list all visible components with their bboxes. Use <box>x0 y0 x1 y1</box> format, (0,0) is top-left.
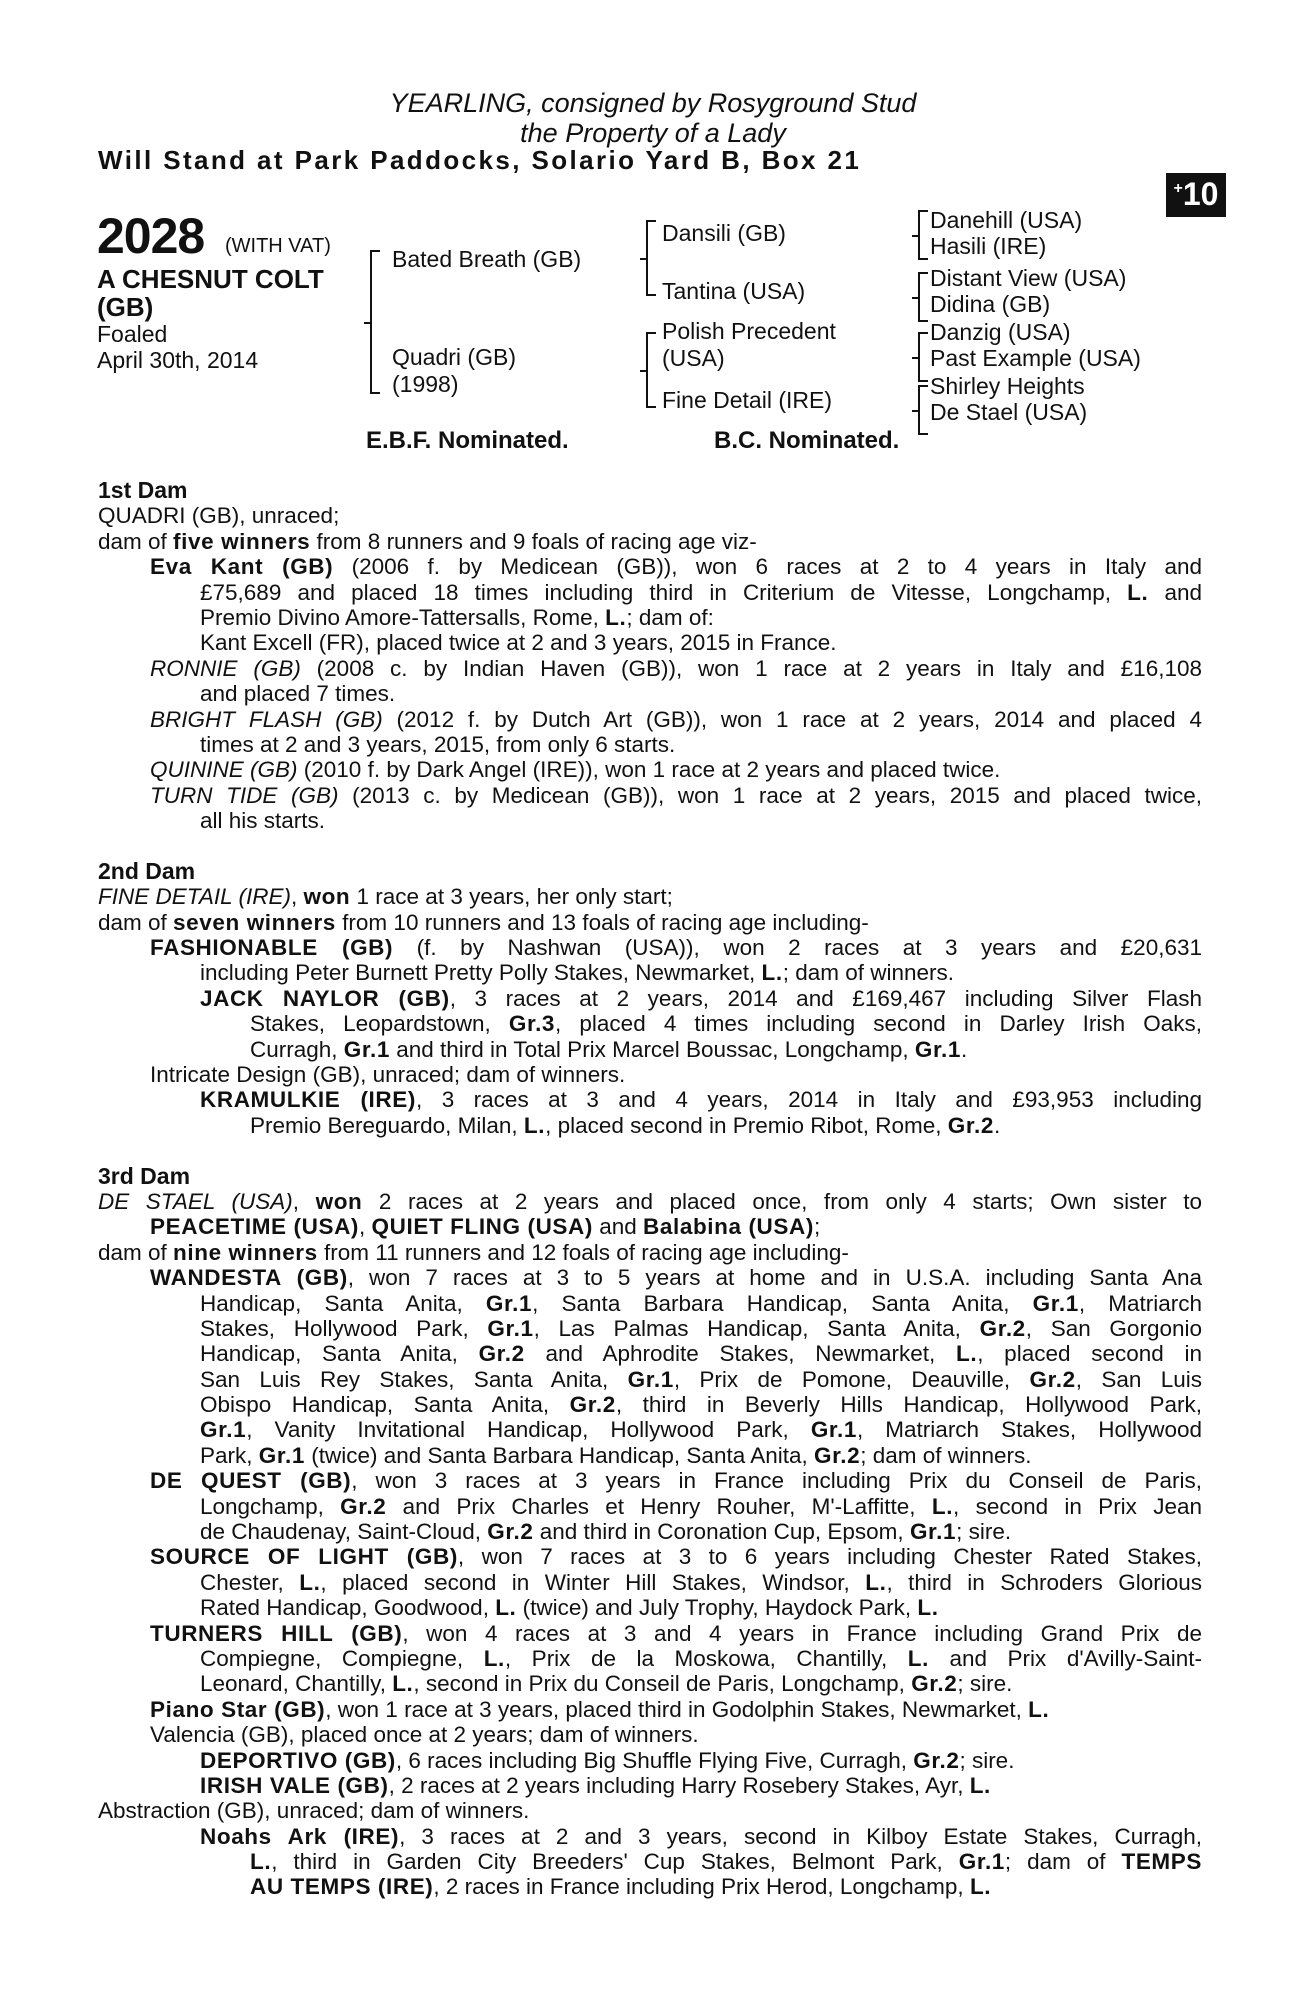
t: PEACETIME (USA) <box>150 1214 360 1240</box>
pedigree-brace-1 <box>370 250 380 394</box>
t: TURN TIDE (GB) <box>150 782 339 808</box>
t: , second in Prix du Conseil de Paris, Longchamp, <box>413 1671 912 1697</box>
progeny-line <box>98 935 1202 960</box>
third-dam-summary <box>98 1240 1202 1265</box>
t: Gr.1 <box>958 1849 1005 1875</box>
pedigree-sire-dam: Tantina (USA) <box>662 278 806 304</box>
t: (twice) and July Trophy, Haydock Park, <box>516 1595 918 1621</box>
catalogue-body <box>98 478 1202 1900</box>
t: AU TEMPS (IRE) <box>250 1874 434 1900</box>
t: Chester, <box>200 1569 300 1595</box>
progeny-line <box>98 1443 1202 1468</box>
t: seven winners <box>173 909 336 935</box>
t: Gr.3 <box>508 1011 556 1037</box>
t: . <box>993 1112 1001 1138</box>
progeny-line: times at 2 and 3 years, 2015, from only 6 starts. <box>200 731 676 757</box>
t: and <box>592 1214 644 1240</box>
progeny-line <box>98 554 1202 579</box>
first-dam-line: QUADRI (GB), unraced; <box>98 503 340 529</box>
pedigree-dam-sire-origin: (USA) <box>662 345 725 371</box>
t: de Chaudenay, Saint-Cloud, <box>200 1519 488 1545</box>
progeny-line <box>98 1316 1202 1341</box>
t: ; sire. <box>959 1747 1015 1773</box>
t: L. <box>483 1645 505 1671</box>
t: and <box>1148 579 1202 605</box>
second-dam-heading: 2nd Dam <box>98 857 196 884</box>
t: , <box>359 1214 372 1240</box>
t: , placed second in <box>977 1341 1202 1367</box>
t: L. <box>392 1671 414 1697</box>
t: from 10 runners and 13 foals of racing age including- <box>335 909 869 935</box>
third-dam-siblings <box>98 1214 1202 1239</box>
progeny-line <box>98 1824 1202 1849</box>
progeny-line <box>98 1392 1202 1417</box>
second-dam-line <box>98 884 1202 909</box>
lot-origin: (GB) <box>97 292 154 322</box>
t: Gr.2 <box>478 1341 525 1367</box>
t: , won 7 races at 3 to 5 years at home and in U.S.A. including Santa Ana <box>347 1265 1203 1291</box>
t: Gr.1 <box>487 1315 534 1341</box>
progeny-line <box>98 783 1202 808</box>
t: (2010 f. by Dark Angel (IRE)), won 1 race at 2 years and placed twice. <box>297 757 1001 783</box>
t: Gr.2 <box>569 1392 616 1418</box>
t: Gr.2 <box>814 1442 861 1468</box>
t: £75,689 and placed 18 times including third in Criterium de Vitesse, Longchamp, <box>200 579 1128 605</box>
t: ; sire. <box>957 1671 1013 1697</box>
spacer <box>98 833 1202 858</box>
pedigree-dam: Quadri (GB) <box>392 344 516 370</box>
t: and third in Coronation Cup, Epsom, <box>533 1519 910 1545</box>
t: L. <box>907 1645 929 1671</box>
t: , Matriarch Stakes, Hollywood <box>857 1417 1203 1443</box>
t: dam of <box>98 909 174 935</box>
progeny-line <box>98 986 1202 1011</box>
first-dam-summary <box>98 529 1202 554</box>
t: L. <box>299 1569 321 1595</box>
t: , 3 races at 2 and 3 years, second in Kilboy Estate Stakes, Curragh, <box>399 1823 1202 1849</box>
progeny-line <box>98 1468 1202 1493</box>
pedigree-dam-year: (1998) <box>392 371 459 397</box>
progeny-line <box>98 1544 1202 1569</box>
pedigree-ssd: Hasili (IRE) <box>930 233 1047 259</box>
t: , 3 races at 2 years, 2014 and £169,467 including Silver Flash <box>449 985 1202 1011</box>
t: L. <box>969 1772 991 1798</box>
pedigree-sire-sire: Dansili (GB) <box>662 220 786 246</box>
t: Piano Star (GB) <box>150 1696 326 1722</box>
t: , San Luis <box>1075 1366 1202 1392</box>
t: ; dam of winners. <box>860 1442 1032 1468</box>
spacer <box>98 1138 1202 1163</box>
t: Obispo Handicap, Santa Anita, <box>200 1392 570 1418</box>
t: , Las Palmas Handicap, Santa Anita, <box>533 1315 980 1341</box>
t: , third in Beverly Hills Handicap, Hollywood Park, <box>615 1392 1202 1418</box>
progeny-line <box>98 1849 1202 1874</box>
pedigree-brace-2a <box>646 220 656 296</box>
t: Longchamp, <box>200 1493 341 1519</box>
badge-number: 10 <box>1182 176 1219 212</box>
pedigree-brace-2b <box>646 332 656 408</box>
pedigree-dam-sire: Polish Precedent <box>662 318 836 344</box>
t: Gr.2 <box>913 1747 960 1773</box>
t: and Aphrodite Stakes, Newmarket, <box>524 1341 957 1367</box>
pedigree-brace-3a <box>918 210 928 260</box>
progeny-line <box>98 580 1202 605</box>
t: ; dam of winners. <box>782 960 955 986</box>
progeny-line <box>98 656 1202 681</box>
stand-location: Will Stand at Park Paddocks, Solario Yard B, Box 21 <box>98 145 862 175</box>
t: Gr.2 <box>1029 1366 1076 1392</box>
foaled-date: April 30th, 2014 <box>97 347 259 373</box>
badge-plus: + <box>1173 180 1183 197</box>
t: Stakes, Hollywood Park, <box>200 1315 488 1341</box>
t: (f. by Nashwan (USA)), won 2 races at 3 years and £20,631 <box>393 935 1203 961</box>
pedigree-dss: Danzig (USA) <box>930 319 1071 345</box>
t: L. <box>761 960 783 986</box>
t: Gr.2 <box>979 1315 1026 1341</box>
foaled-label: Foaled <box>97 321 168 347</box>
t: BRIGHT FLASH (GB) <box>150 706 383 732</box>
pedigree-brace-3d <box>918 385 928 435</box>
t: L. <box>956 1341 978 1367</box>
t: L. <box>523 1112 546 1138</box>
t: L. <box>250 1849 272 1875</box>
t: won <box>303 884 351 910</box>
t: (2013 c. by Medicean (GB)), won 1 race at 2 years, 2015 and placed twice, <box>338 782 1202 808</box>
t: JACK NAYLOR (GB) <box>200 985 450 1011</box>
pedigree-sire: Bated Breath (GB) <box>392 246 582 272</box>
progeny-line <box>98 1011 1202 1036</box>
progeny-line <box>98 1646 1202 1671</box>
progeny-line <box>98 1697 1202 1722</box>
t: TURNERS HILL (GB) <box>150 1620 403 1646</box>
t: RONNIE (GB) <box>150 655 301 681</box>
t: Park, <box>200 1442 259 1468</box>
t: , Vanity Invitational Handicap, Hollywood Park, <box>246 1417 811 1443</box>
progeny-line <box>98 1291 1202 1316</box>
pedigree-ddd: De Stael (USA) <box>930 399 1088 425</box>
lot-number: 2028 <box>97 208 205 264</box>
second-dam-summary <box>98 910 1202 935</box>
t: L. <box>931 1493 954 1519</box>
t: Handicap, Santa Anita, <box>200 1290 486 1316</box>
progeny-line <box>98 1367 1202 1392</box>
t: nine winners <box>173 1239 318 1265</box>
progeny-line <box>98 1341 1202 1366</box>
progeny-line <box>98 1037 1202 1062</box>
t: L. <box>969 1874 992 1900</box>
t: San Luis Rey Stakes, Santa Anita, <box>200 1366 628 1392</box>
t: L. <box>605 604 627 630</box>
t: Gr.1 <box>810 1417 857 1443</box>
progeny-line <box>98 1671 1202 1696</box>
t: IRISH VALE (GB) <box>200 1772 389 1798</box>
t: L. <box>495 1595 517 1621</box>
bc-nominated: B.C. Nominated. <box>714 427 900 454</box>
progeny-line: Kant Excell (FR), placed twice at 2 and 3 years, 2015 in France. <box>200 630 837 656</box>
t: 1 race at 3 years, her only start; <box>350 884 673 910</box>
t: Gr.2 <box>487 1519 534 1545</box>
t: Gr.1 <box>909 1519 957 1545</box>
progeny-line <box>98 1417 1202 1442</box>
t: 2 races at 2 years and placed once, from only 4 starts; Own sister to <box>362 1188 1202 1214</box>
pedigree-brace-3b <box>918 272 928 322</box>
t: , 2 races at 2 years including Harry Rosebery Stakes, Ayr, <box>388 1772 970 1798</box>
pedigree-sss: Danehill (USA) <box>930 207 1083 233</box>
progeny-line <box>98 1265 1202 1290</box>
ebf-nominated: E.B.F. Nominated. <box>366 427 569 454</box>
t: and Prix d'Avilly-Saint- <box>928 1645 1202 1671</box>
pedigree-brace-3c <box>918 332 928 382</box>
t: Gr.1 <box>627 1366 674 1392</box>
progeny-line <box>98 707 1202 732</box>
t: , Santa Barbara Handicap, Santa Anita, <box>532 1290 1033 1316</box>
t: Eva Kant (GB) <box>150 554 334 580</box>
t: dam of <box>98 528 174 554</box>
t: , <box>290 884 304 910</box>
t: KRAMULKIE (IRE) <box>200 1087 416 1113</box>
pedigree-sdd: Didina (GB) <box>930 291 1051 317</box>
t: DEPORTIVO (GB) <box>200 1747 396 1773</box>
t: L. <box>917 1595 939 1621</box>
t: , won 7 races at 3 to 6 years including Chester Rated Stakes, <box>457 1544 1202 1570</box>
t: Premio Divino Amore-Tattersalls, Rome, <box>200 604 606 630</box>
t: , Matriarch <box>1078 1290 1202 1316</box>
t: Compiegne, Compiegne, <box>200 1645 484 1671</box>
pedigree-sds: Distant View (USA) <box>930 265 1127 291</box>
consignor-line: the Property of a Lady <box>520 118 786 148</box>
t: WANDESTA (GB) <box>150 1265 348 1291</box>
progeny-line: and placed 7 times. <box>200 681 396 707</box>
progeny-line <box>98 1621 1202 1646</box>
t: and Prix Charles et Henry Rouher, M'-Laffitte, <box>386 1493 932 1519</box>
t: Balabina (USA) <box>643 1214 814 1240</box>
t: Gr.1 <box>200 1417 247 1443</box>
t: Curragh, <box>250 1036 344 1062</box>
t: , won 3 races at 3 years in France including Prix du Conseil de Paris, <box>351 1468 1202 1494</box>
vat-note: (WITH VAT) <box>225 235 331 257</box>
t: QUIET FLING (USA) <box>371 1214 593 1240</box>
t: Rated Handicap, Goodwood, <box>200 1595 496 1621</box>
t: ; dam of <box>1004 1849 1122 1875</box>
t: FASHIONABLE (GB) <box>150 935 394 961</box>
t: and third in Total Prix Marcel Boussac, Longchamp, <box>389 1036 915 1062</box>
page-badge <box>1166 173 1226 217</box>
sale-heading: YEARLING, consigned by Rosyground Stud <box>389 88 917 118</box>
t: , Prix de la Moskowa, Chantilly, <box>504 1645 908 1671</box>
t: (2012 f. by Dutch Art (GB)), won 1 race at 2 years, 2014 and placed 4 <box>382 706 1202 732</box>
t: Gr.1 <box>343 1036 390 1062</box>
third-dam-line <box>98 1189 1202 1214</box>
t: , 3 races at 3 and 4 years, 2014 in Italy and £93,953 including <box>415 1087 1203 1113</box>
t: L. <box>1127 579 1149 605</box>
t: DE STAEL (USA) <box>98 1188 293 1214</box>
t: Stakes, Leopardstown, <box>250 1011 509 1037</box>
progeny-line <box>98 1519 1202 1544</box>
t: QUININE (GB) <box>150 757 298 783</box>
progeny-line <box>98 1773 1202 1798</box>
t: , 6 races including Big Shuffle Flying Five, Curragh, <box>395 1747 914 1773</box>
t: DE QUEST (GB) <box>150 1468 352 1494</box>
t: FINE DETAIL (IRE) <box>98 884 291 910</box>
t: dam of <box>98 1239 174 1265</box>
t: Leonard, Chantilly, <box>200 1671 393 1697</box>
t: won <box>315 1188 363 1214</box>
t: , placed 4 times including second in Darley Irish Oaks, <box>555 1011 1202 1037</box>
t: from 11 runners and 12 foals of racing age including- <box>317 1239 849 1265</box>
t: Gr.2 <box>340 1493 387 1519</box>
t: including Peter Burnett Pretty Polly Stakes, Newmarket, <box>200 960 762 986</box>
t: five winners <box>173 528 311 554</box>
t: Gr.1 <box>1032 1290 1079 1316</box>
t: , second in Prix Jean <box>953 1493 1202 1519</box>
t: Handicap, Santa Anita, <box>200 1341 479 1367</box>
progeny-line <box>98 1570 1202 1595</box>
t: (twice) and Santa Barbara Handicap, Santa Anita, <box>304 1442 815 1468</box>
t: , placed second in Winter Hill Stakes, Windsor, <box>320 1569 866 1595</box>
t: , <box>292 1188 316 1214</box>
t: Gr.1 <box>258 1442 305 1468</box>
t: ; dam of: <box>626 604 714 630</box>
t: Premio Bereguardo, Milan, <box>250 1112 524 1138</box>
t: Gr.2 <box>947 1112 994 1138</box>
t: , third in Garden City Breeders' Cup Stakes, Belmont Park, <box>271 1849 959 1875</box>
t: SOURCE OF LIGHT (GB) <box>150 1544 458 1570</box>
progeny-line <box>98 1748 1202 1773</box>
third-dam-heading: 3rd Dam <box>98 1162 191 1189</box>
t: TEMPS <box>1121 1849 1202 1875</box>
progeny-line: Abstraction (GB), unraced; dam of winners. <box>98 1798 530 1824</box>
t: ; <box>813 1214 821 1240</box>
t: (2006 f. by Medicean (GB)), won 6 races at 2 to 4 years in Italy and <box>333 554 1202 580</box>
t: , won 4 races at 3 and 4 years in France including Grand Prix de <box>402 1620 1202 1646</box>
pedigree-dsd: Past Example (USA) <box>930 345 1141 371</box>
progeny-line: Intricate Design (GB), unraced; dam of winners. <box>150 1061 626 1087</box>
progeny-line: Valencia (GB), placed once at 2 years; dam of winners. <box>150 1722 699 1748</box>
pedigree-dds: Shirley Heights <box>930 373 1085 399</box>
t: Gr.1 <box>485 1290 533 1316</box>
progeny-line <box>98 1494 1202 1519</box>
t: , Prix de Pomone, Deauville, <box>673 1366 1030 1392</box>
progeny-line <box>98 757 1202 782</box>
t: . <box>961 1036 968 1062</box>
t: , placed second in Premio Ribot, Rome, <box>545 1112 948 1138</box>
pedigree-dam-dam: Fine Detail (IRE) <box>662 387 832 413</box>
progeny-line <box>98 1113 1202 1138</box>
t: , won 1 race at 3 years, placed third in Godolphin Stakes, Newmarket, <box>325 1696 1029 1722</box>
progeny-line <box>98 960 1202 985</box>
progeny-line <box>98 1874 1202 1899</box>
t: , 2 races in France including Prix Herod, Longchamp, <box>433 1874 970 1900</box>
t: L. <box>1028 1696 1050 1722</box>
t: from 8 runners and 9 foals of racing age viz- <box>310 528 757 554</box>
first-dam-heading: 1st Dam <box>98 477 188 503</box>
progeny-line <box>98 1087 1202 1112</box>
t: ; sire. <box>956 1519 1012 1545</box>
t: Noahs Ark (IRE) <box>200 1823 400 1849</box>
t: Gr.1 <box>914 1036 962 1062</box>
progeny-line <box>98 605 1202 630</box>
t: Gr.2 <box>911 1671 958 1697</box>
t: (2008 c. by Indian Haven (GB)), won 1 race at 2 years in Italy and £16,108 <box>300 655 1202 681</box>
t: , San Gorgonio <box>1025 1315 1202 1341</box>
t: L. <box>865 1569 887 1595</box>
lot-description: A CHESNUT COLT <box>97 264 324 294</box>
t: , third in Schroders Glorious <box>886 1569 1202 1595</box>
progeny-line <box>98 1595 1202 1620</box>
progeny-line: all his starts. <box>200 808 326 834</box>
